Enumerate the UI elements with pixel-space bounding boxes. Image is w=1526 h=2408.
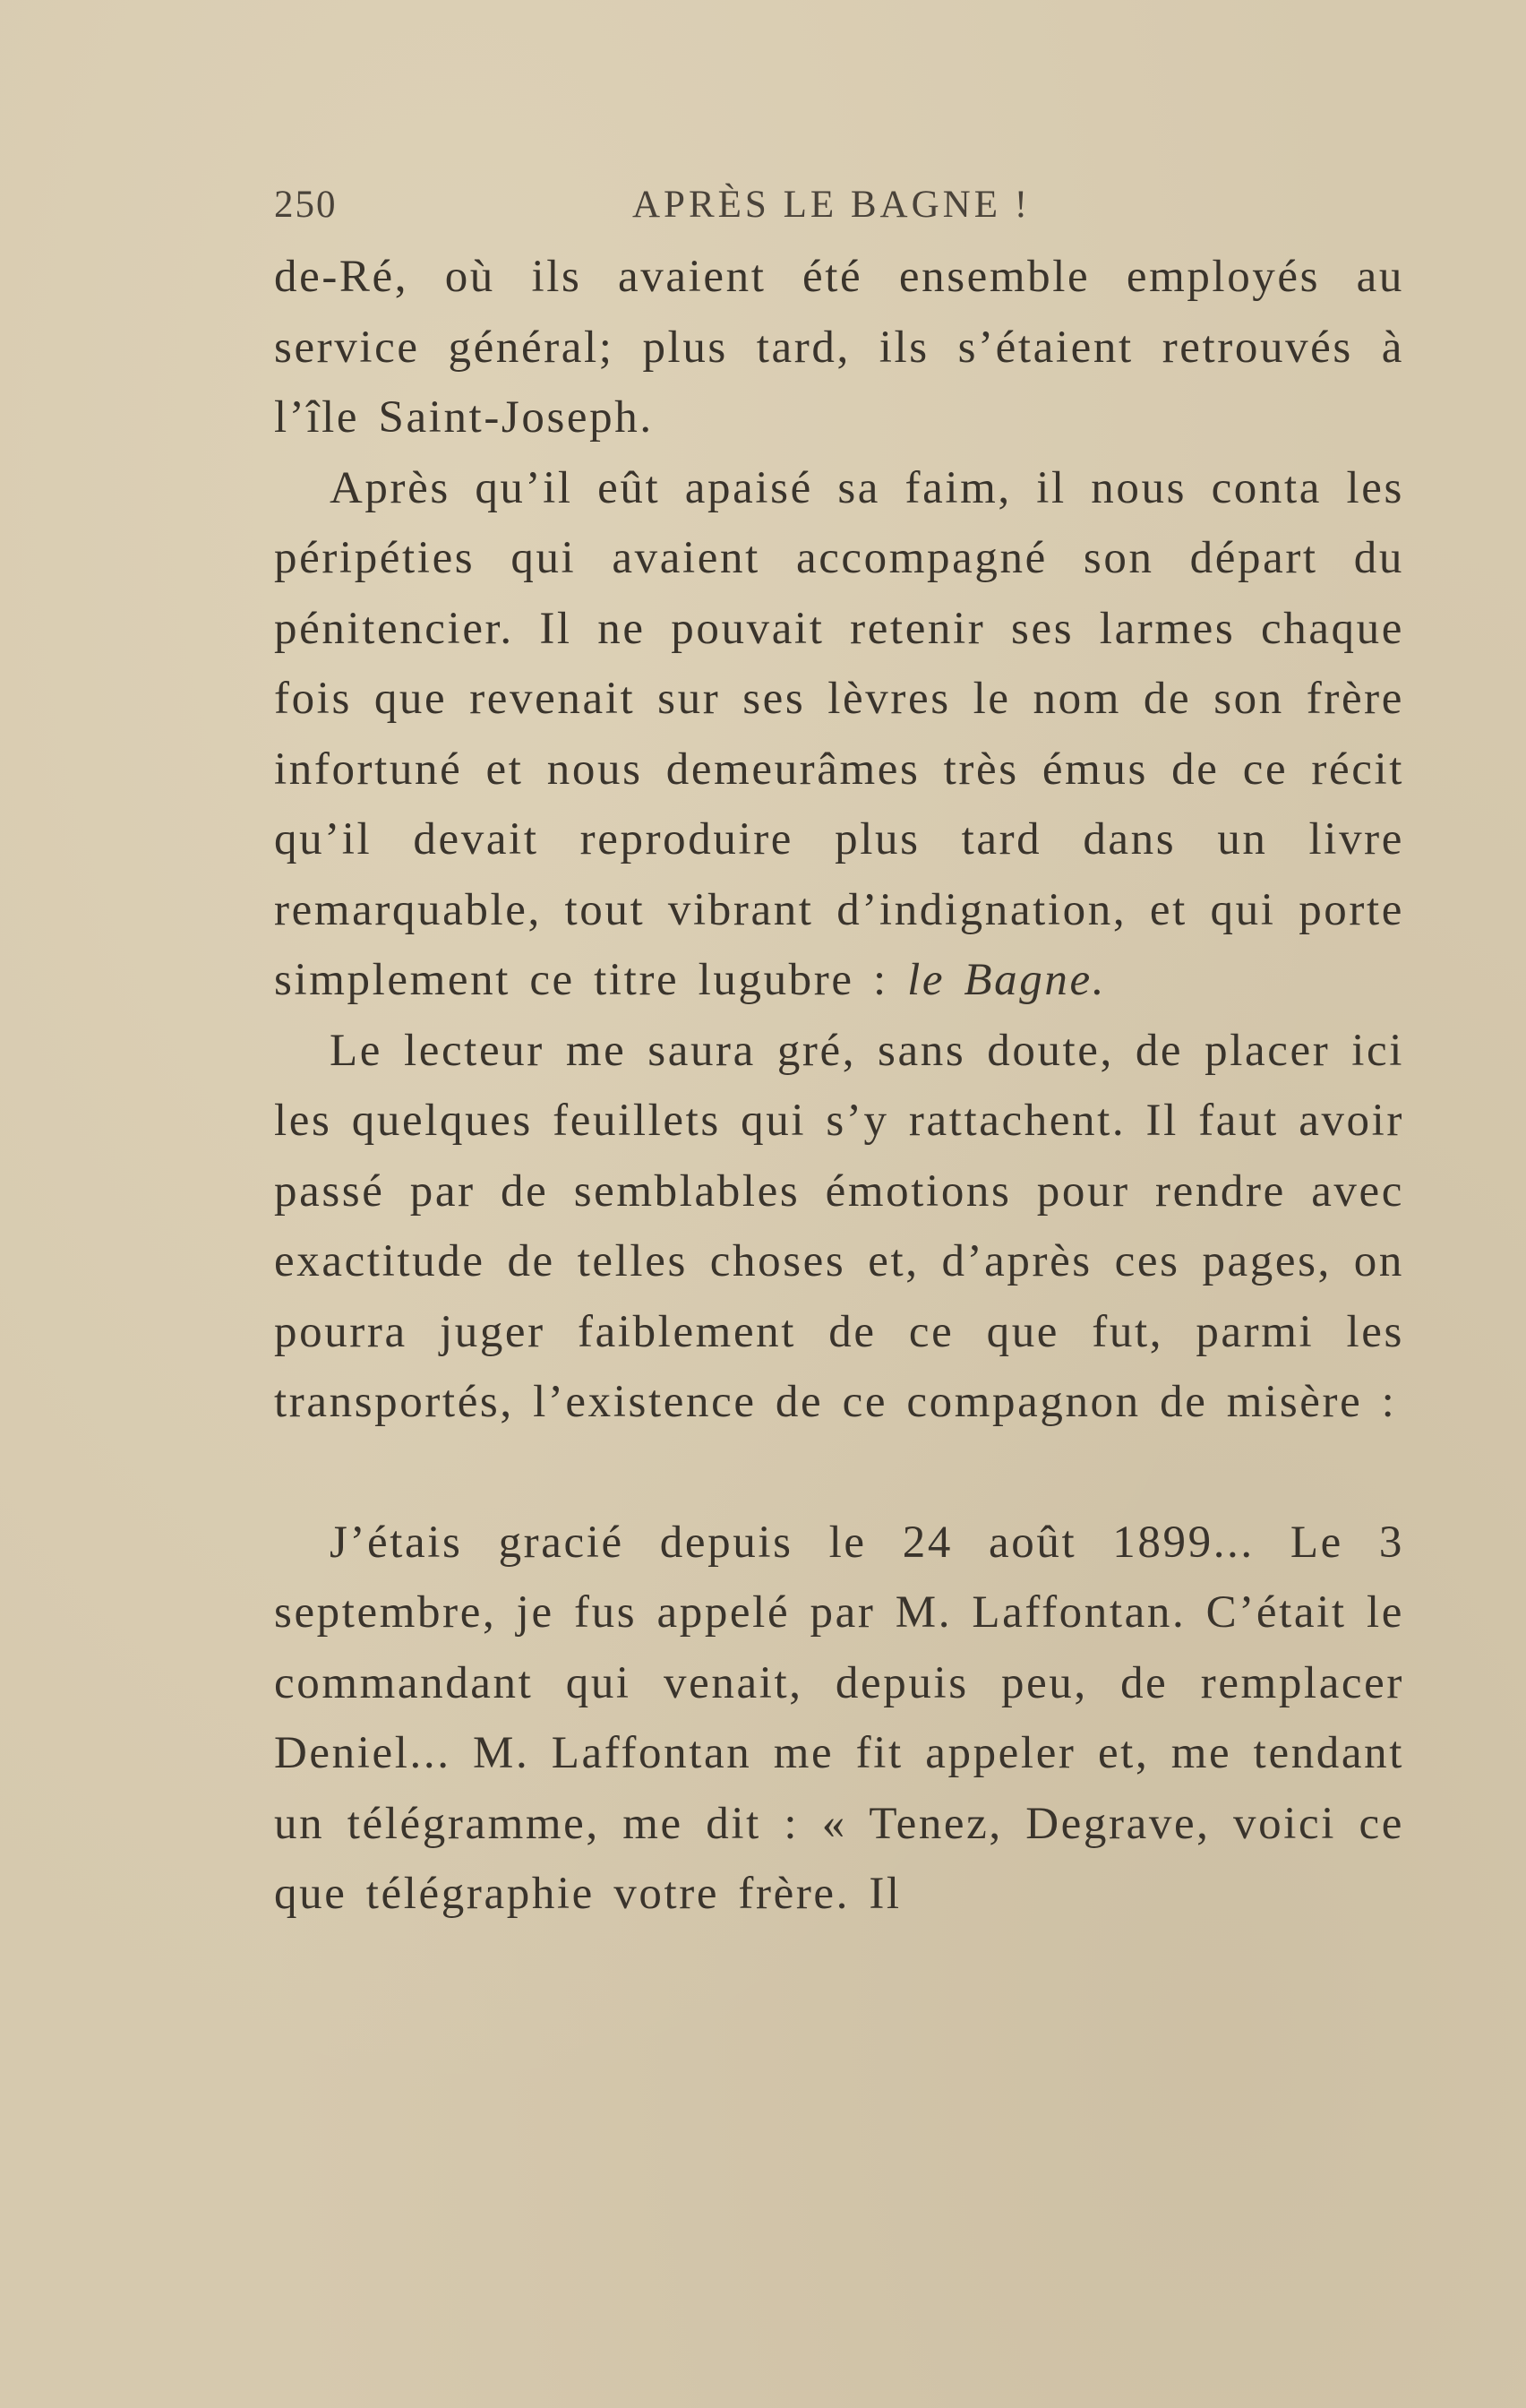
page-number: 250 — [274, 184, 338, 226]
quoted-paragraph: J’étais gracié depuis le 24 août 1899... Le 3 septembre, je fus appelé par M. Laffontan. C’était le commandant qui venait, depuis peu, de remplacer Deniel... M. Laffontan me fit appeler et, me tendant un télégramme, me dit : « Tenez, Degrave, voici ce que télégraphie votre frère. Il — [274, 1517, 1404, 1919]
body-text — [274, 242, 1404, 1930]
running-title: APRÈS LE BAGNE ! — [632, 184, 1032, 226]
book-page — [274, 170, 1404, 2141]
running-head — [274, 170, 1404, 242]
paragraph — [274, 453, 1404, 1016]
section-break — [274, 1438, 1404, 1508]
paragraph-continuation: de-Ré, où ils avaient été ensemble employés au service général; plus tard, ils s’étaient retrouvés à l’île Saint-Joseph. — [274, 252, 1404, 443]
paragraph-text: Après qu’il eût apaisé sa faim, il nous conta les péripéties qui avaient accompagné son départ du pénitencier. Il ne pouvait retenir ses larmes chaque fois que revenait sur ses lèvres le nom de son frère infortuné et nous demeurâmes très émus de ce récit qu’il devait reproduire plus tard dans un livre remarquable, tout vibrant d’indignation, et qui porte simplement ce titre lugubre : — [274, 462, 1404, 1005]
book-title: le Bagne. — [907, 955, 1107, 1005]
paragraph: Le lecteur me saura gré, sans doute, de placer ici les quelques feuillets qui s’y rattachent. Il faut avoir passé par de semblables émotions pour rendre avec exactitude de telles choses et, d’après ces pages, on pourra juger faiblement de ce que fut, parmi les transportés, l’existence de ce compagnon de misère : — [274, 1025, 1404, 1427]
